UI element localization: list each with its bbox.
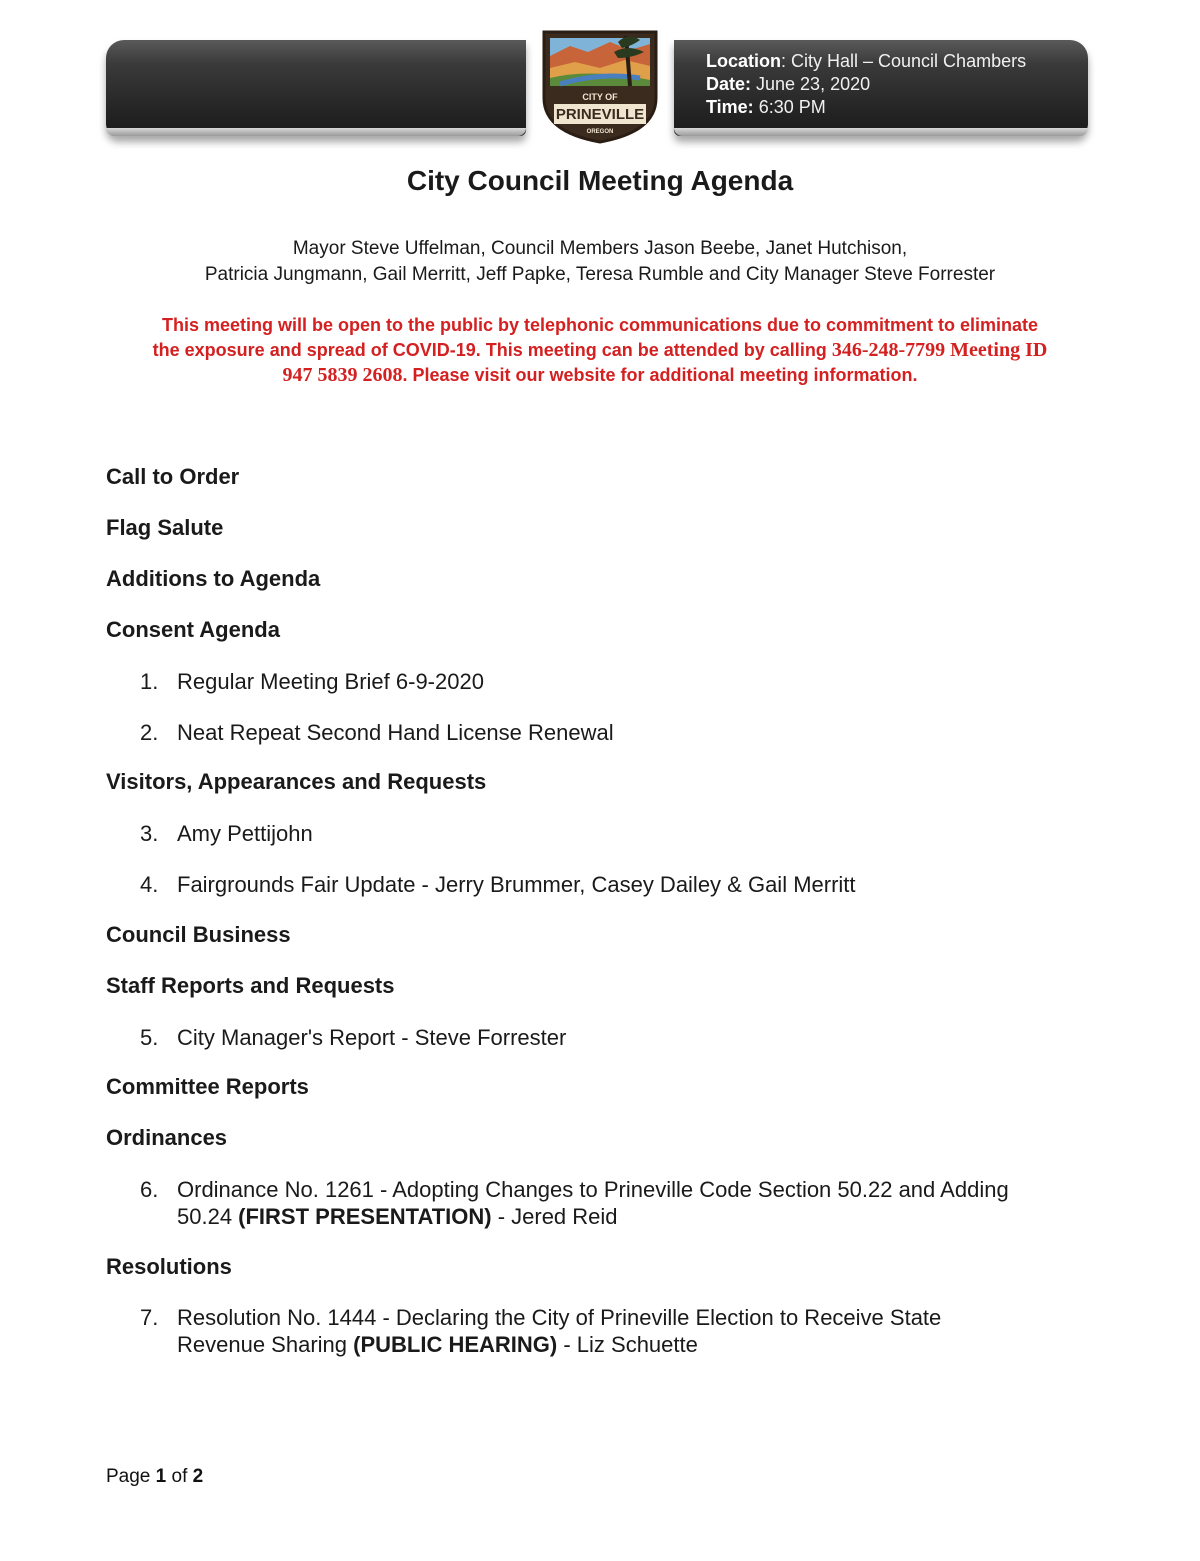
item7-part-c: - Liz Schuette (557, 1332, 698, 1357)
item7-line-2 (177, 1331, 1077, 1358)
section-additions: Additions to Agenda (106, 566, 321, 591)
item6-line-1: Ordinance No. 1261 - Adopting Changes to Prineville Code Section 50.22 and Adding (177, 1177, 1009, 1202)
members-line-1: Mayor Steve Uffelman, Council Members Jason Beebe, Janet Hutchison, (292, 238, 908, 259)
item6-bold: (FIRST PRESENTATION) (238, 1204, 492, 1229)
city-logo (540, 28, 660, 144)
meeting-meta (706, 50, 1026, 119)
logo-main-text: PRINEVILLE (555, 106, 645, 123)
section-call-to-order: Call to Order (106, 464, 240, 489)
item6-part-b: 50.24 (177, 1204, 239, 1229)
item-text: Amy Pettijohn (177, 821, 313, 846)
item-number: 7. (140, 1305, 159, 1330)
members-line-2: Patricia Jungmann, Gail Merritt, Jeff Papke, Teresa Rumble and City Manager Steve Forrester (204, 264, 996, 285)
of-word: of (166, 1466, 193, 1487)
notice-line-3b: . Please visit our website for additional meeting information. (402, 365, 918, 385)
logo-sub-text: OREGON (586, 129, 614, 135)
notice-phone: 346-248-7799 Meeting ID (831, 339, 1048, 361)
header-bar-left (106, 40, 526, 136)
meta-date (706, 73, 1026, 96)
location-label: Location (706, 51, 781, 71)
item-number: 6. (140, 1177, 159, 1202)
notice-line-3 (100, 363, 1100, 388)
item-text (177, 1176, 1077, 1230)
logo-top-text: CITY OF (582, 92, 618, 102)
notice-line-1: This meeting will be open to the public by telephonic communications due to commitment to eliminate (161, 315, 1039, 335)
item-text: Neat Repeat Second Hand License Renewal (177, 720, 614, 745)
item-text: City Manager's Report - Steve Forrester (177, 1025, 567, 1050)
item-text (177, 1304, 1077, 1358)
meta-time (706, 96, 1026, 119)
location-value: : City Hall – Council Chambers (781, 51, 1027, 71)
item-number: 2. (140, 720, 159, 745)
page-title: City Council Meeting Agenda (406, 165, 794, 196)
section-consent-agenda: Consent Agenda (106, 617, 280, 642)
item-text: Regular Meeting Brief 6-9-2020 (177, 669, 484, 694)
time-value: 6:30 PM (753, 97, 826, 117)
date-label: Date: (706, 74, 752, 94)
meta-location (706, 50, 1026, 73)
page-word: Page (106, 1466, 156, 1487)
time-label: Time: (706, 97, 754, 117)
date-value: June 23, 2020 (751, 74, 871, 94)
section-visitors: Visitors, Appearances and Requests (106, 769, 487, 794)
item6-part-c: - Jered Reid (491, 1204, 618, 1229)
section-ordinances: Ordinances (106, 1125, 228, 1150)
notice-meeting-id: 947 5839 2608 (282, 364, 403, 386)
section-resolutions: Resolutions (106, 1254, 232, 1279)
section-council-business: Council Business (106, 922, 291, 947)
item-text: Fairgrounds Fair Update - Jerry Brummer, Casey Dailey & Gail Merritt (177, 872, 856, 897)
item7-bold: (PUBLIC HEARING) (353, 1332, 558, 1357)
item-number: 5. (140, 1025, 159, 1050)
section-committee-reports: Committee Reports (106, 1074, 309, 1099)
council-members (0, 236, 1200, 288)
item-number: 3. (140, 821, 159, 846)
section-flag-salute: Flag Salute (106, 515, 224, 540)
item6-line-2 (177, 1203, 1077, 1230)
covid-notice (100, 313, 1100, 388)
notice-line-2 (100, 338, 1100, 363)
item-number: 1. (140, 669, 159, 694)
item7-line-1: Resolution No. 1444 - Declaring the City of Prineville Election to Receive State (177, 1305, 942, 1330)
item7-part-b: Revenue Sharing (177, 1332, 354, 1357)
page-total: 2 (192, 1466, 204, 1487)
page-footer (106, 1466, 203, 1488)
notice-line-2a: the exposure and spread of COVID-19. This meeting can be attended by calling (152, 340, 832, 360)
page-number: 1 (155, 1466, 167, 1487)
item-number: 4. (140, 872, 159, 897)
section-staff-reports: Staff Reports and Requests (106, 973, 395, 998)
